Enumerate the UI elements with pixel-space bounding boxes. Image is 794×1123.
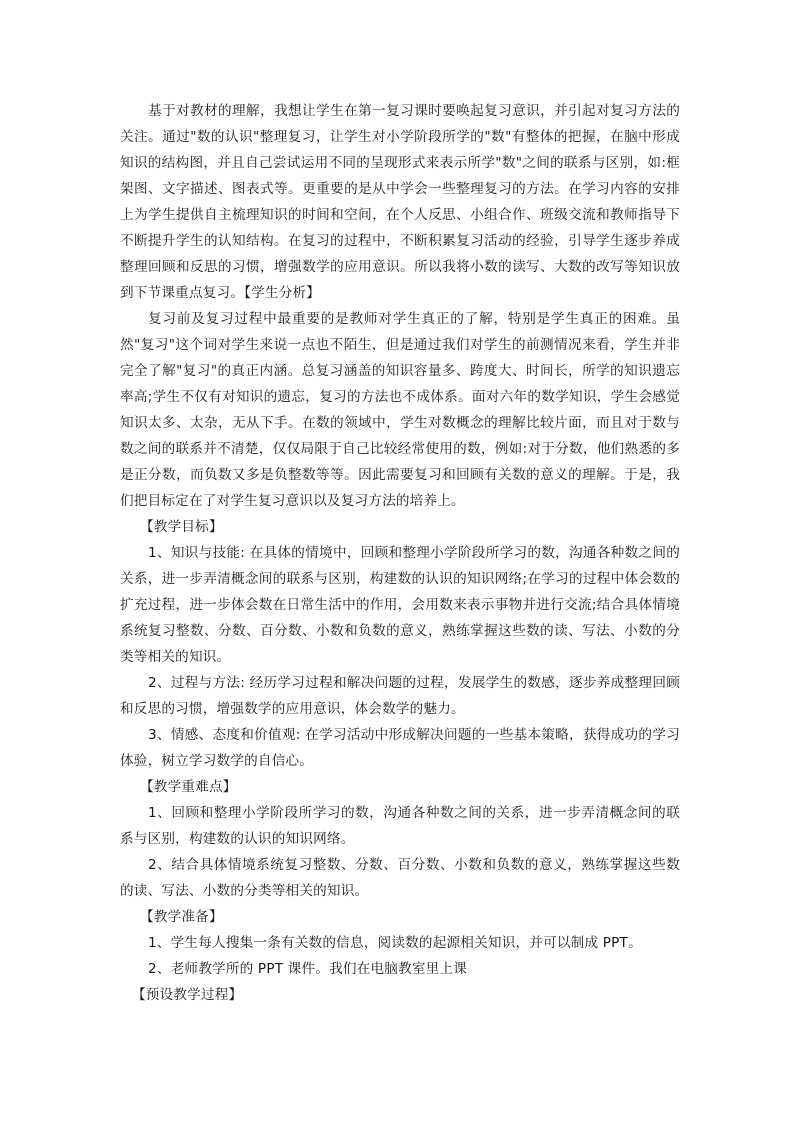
document-body	[120, 98, 680, 1008]
goal-item: 1、知识与技能: 在具体的情境中，回顾和整理小学阶段所学习的数，沟通各种数之间的关系，进一步弄清概念间的联系与区别，构建数的认识的知识网络;在学习的过程中体会数的扩充过程，进一步体会数在日常生活中的作用，会用数来表示事物并进行交流;结合具体情境系统复习整数、分数、百分数、小数和负数的意义，熟练掌握这些数的读、写法、小数的分类等相关的知识。	[120, 545, 680, 665]
process-heading: 【预设教学过程】	[132, 987, 243, 1003]
student-analysis-paragraph: 复习前及复习过程中最重要的是教师对学生真正的了解，特别是学生真正的困难。虽然"复习"这个词对学生来说一点也不陌生，但是通过我们对学生的前测情况来看，学生并非完全了解"复习"的真正内涵。总复习涵盖的知识容量多、跨度大、时间长，所学的知识遗忘率高;学生不仅有对知识的遗忘，复习的方法也不成体系。面对六年的数学知识，学生会感觉知识太多、太杂，无从下手。在数的领域中，学生对数概念的理解比较片面，而且对于数与数之间的联系并不清楚，仅仅局限于自己比较经常使用的数，例如:对于分数，他们熟悉的多是正分数，而负数又多是负整数等等。因此需要复习和回顾有关数的意义的理解。于是，我们把目标定在了对学生复习意识以及复习方法的培养上。	[120, 311, 680, 509]
goal-item: 2、过程与方法: 经历学习过程和解决问题的过程，发展学生的数感，逐步养成整理回顾和反思的习惯，增强数学的应用意识，体会数学的魅力。	[120, 675, 680, 717]
keypoint-item: 2、结合具体情境系统复习整数、分数、百分数、小数和负数的意义，熟练掌握这些数的读、写法、小数的分类等相关的知识。	[120, 857, 680, 899]
prep-item: 1、学生每人搜集一条有关数的信息，阅读数的起源相关知识，并可以制成 PPT。	[148, 935, 642, 951]
goal-item: 3、情感、态度和价值观: 在学习活动中形成解决问题的一些基本策略，获得成功的学习体验，树立学习数学的自信心。	[120, 727, 680, 769]
keypoints-heading: 【教学重难点】	[140, 779, 237, 795]
goals-heading: 【教学目标】	[140, 519, 223, 535]
prep-heading: 【教学准备】	[140, 909, 223, 925]
intro-paragraph: 基于对教材的理解，我想让学生在第一复习课时要唤起复习意识，并引起对复习方法的关注。通过"数的认识"整理复习，让学生对小学阶段所学的"数"有整体的把握，在脑中形成知识的结构图，并且自己尝试运用不同的呈现形式来表示所学"数"之间的联系与区别，如:框架图、文字描述、图表式等。更重要的是从中学会一些整理复习的方法。在学习内容的安排上为学生提供自主梳理知识的时间和空间，在个人反思、小组合作、班级交流和教师指导下不断提升学生的认知结构。在复习的过程中，不断积累复习活动的经验，引导学生逐步养成整理回顾和反思的习惯，增强数学的应用意识。所以我将小数的读写、大数的改写等知识放到下节课重点复习。【学生分析】	[120, 103, 680, 301]
prep-item: 2、老师教学所的 PPT 课件。我们在电脑教室里上课	[148, 961, 468, 977]
keypoint-item: 1、回顾和整理小学阶段所学习的数，沟通各种数之间的关系，进一步弄清概念间的联系与区别，构建数的认识的知识网络。	[120, 805, 680, 847]
